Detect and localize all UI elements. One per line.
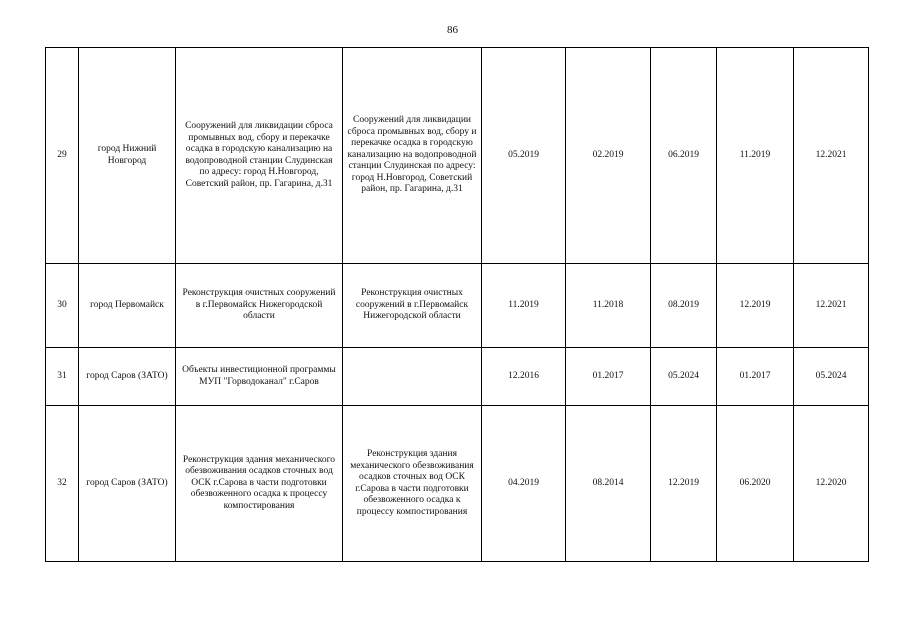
table-row [46, 264, 869, 348]
date-cell-1: 12.2016 [482, 348, 566, 406]
row-number: 31 [46, 348, 79, 406]
projects-table [45, 47, 869, 562]
page-number: 86 [447, 24, 458, 36]
object-full-cell [343, 348, 482, 406]
object-full-cell: Сооружений для ликвидации сброса промывных вод, сбору и перекачке осадка в городскую канализацию на водопроводной станции Слудинская по адресу: город Н.Новгород, Советский район, пр. Гагарина, д.31 [343, 48, 482, 264]
date-cell-5: 12.2021 [794, 264, 869, 348]
date-cell-1: 11.2019 [482, 264, 566, 348]
date-cell-5: 12.2020 [794, 406, 869, 562]
date-cell-3: 06.2019 [651, 48, 717, 264]
table-row [46, 48, 869, 264]
object-cell: Объекты инвестиционной программы МУП "Горводоканал" г.Саров [176, 348, 343, 406]
object-cell: Реконструкция очистных сооружений в г.Первомайск Нижегородской области [176, 264, 343, 348]
date-cell-4: 06.2020 [717, 406, 794, 562]
date-cell-3: 12.2019 [651, 406, 717, 562]
object-full-cell: Реконструкция здания механического обезвоживания осадков сточных вод ОСК г.Сарова в части подготовки обезвоженного осадка к процессу компостирования [343, 406, 482, 562]
date-cell-4: 12.2019 [717, 264, 794, 348]
city-cell: город Нижний Новгород [79, 48, 176, 264]
date-cell-5: 12.2021 [794, 48, 869, 264]
city-cell: город Первомайск [79, 264, 176, 348]
date-cell-3: 08.2019 [651, 264, 717, 348]
row-number: 30 [46, 264, 79, 348]
object-cell: Сооружений для ликвидации сброса промывных вод, сбору и перекачке осадка в городскую канализацию на водопроводной станции Слудинская по адресу: город Н.Новгород, Советский район, пр. Гагарина, д.31 [176, 48, 343, 264]
row-number: 32 [46, 406, 79, 562]
date-cell-1: 04.2019 [482, 406, 566, 562]
date-cell-3: 05.2024 [651, 348, 717, 406]
date-cell-2: 01.2017 [566, 348, 651, 406]
date-cell-4: 11.2019 [717, 48, 794, 264]
date-cell-1: 05.2019 [482, 48, 566, 264]
date-cell-2: 11.2018 [566, 264, 651, 348]
row-number: 29 [46, 48, 79, 264]
date-cell-5: 05.2024 [794, 348, 869, 406]
table-row [46, 406, 869, 562]
object-cell: Реконструкция здания механического обезвоживания осадков сточных вод ОСК г.Сарова в части подготовки обезвоженного осадка к процессу компостирования [176, 406, 343, 562]
city-cell: город Саров (ЗАТО) [79, 348, 176, 406]
date-cell-2: 02.2019 [566, 48, 651, 264]
date-cell-2: 08.2014 [566, 406, 651, 562]
city-cell: город Саров (ЗАТО) [79, 406, 176, 562]
date-cell-4: 01.2017 [717, 348, 794, 406]
table-row [46, 348, 869, 406]
object-full-cell: Реконструкция очистных сооружений в г.Первомайск Нижегородской области [343, 264, 482, 348]
